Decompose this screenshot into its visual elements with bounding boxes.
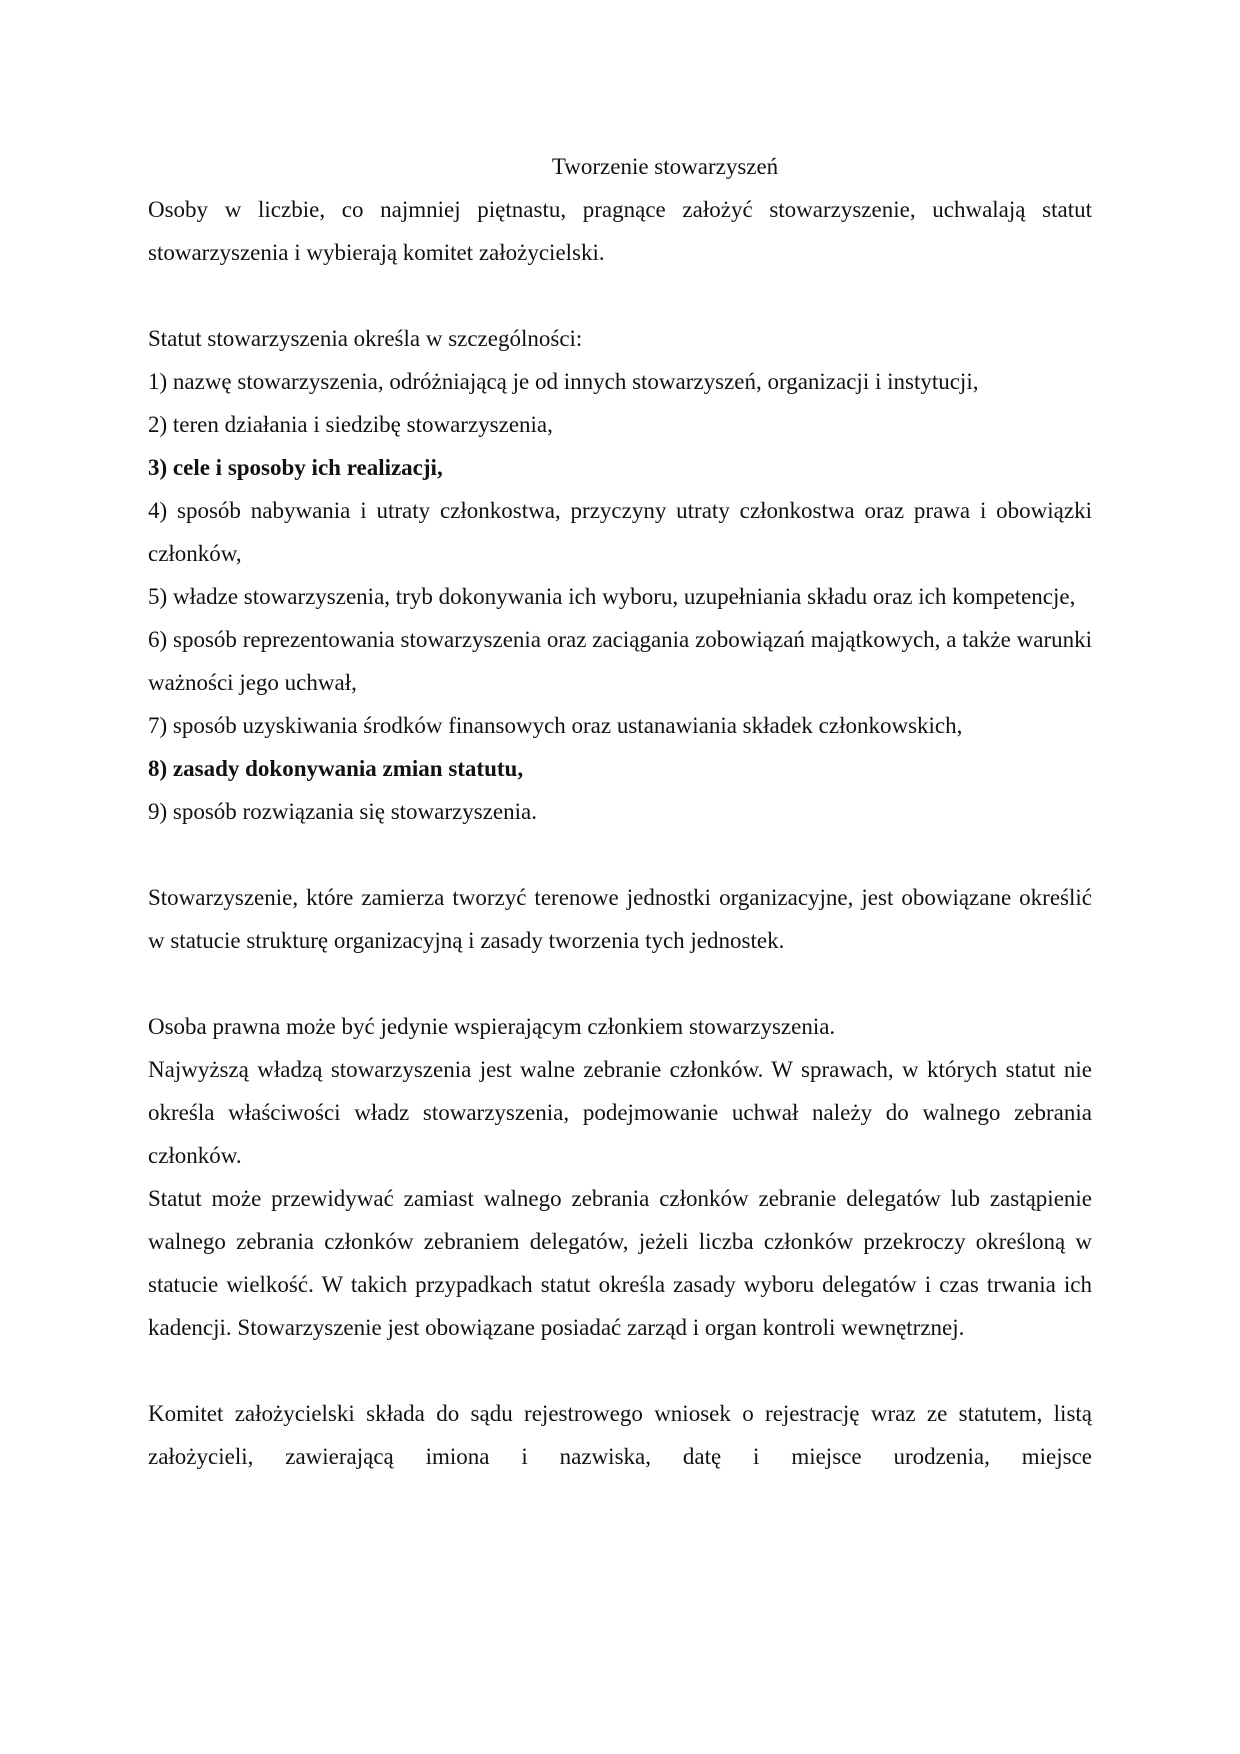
delegates-paragraph: Statut może przewidywać zamiast walnego zebrania członków zebranie delegatów lub zastąpienie walnego zebrania członków zebraniem delegatów, jeżeli liczba członków przekroczy określoną w statucie wielkość. W takich przypadkach statut określa zasady wyboru delegatów i czas trwania ich kadencji. Stowarzyszenie jest obowiązane posiadać zarząd i organ kontroli wewnętrznej.: [148, 1186, 1092, 1340]
statut-item: 2) teren działania i siedzibę stowarzyszenia,: [148, 412, 553, 437]
paragraph-gap: [148, 962, 1092, 1005]
legal-person-paragraph: Osoba prawna może być jedynie wspierającym członkiem stowarzyszenia.: [148, 1014, 836, 1039]
statut-item: 3) cele i sposoby ich realizacji,: [148, 455, 443, 480]
document-body: [148, 145, 1092, 1478]
statut-item: 8) zasady dokonywania zmian statutu,: [148, 756, 524, 781]
statut-items-list: [148, 360, 1092, 833]
statut-item: 5) władze stowarzyszenia, tryb dokonywania ich wyboru, uzupełniania składu oraz ich kompetencje,: [148, 584, 1076, 609]
statut-item: 9) sposób rozwiązania się stowarzyszenia.: [148, 799, 537, 824]
statut-item: 4) sposób nabywania i utraty członkostwa, przyczyny utraty członkostwa oraz prawa i obowiązki członków,: [148, 498, 1092, 566]
general-meeting-paragraph: Najwyższą władzą stowarzyszenia jest walne zebranie członków. W sprawach, w których statut nie określa właściwości władz stowarzyszenia, podejmowanie uchwał należy do walnego zebrania członków.: [148, 1057, 1092, 1168]
paragraph-gap: [148, 274, 1092, 317]
document-title: Tworzenie stowarzyszeń: [551, 154, 779, 179]
statut-item: 6) sposób reprezentowania stowarzyszenia oraz zaciągania zobowiązań majątkowych, a także warunki ważności jego uchwał,: [148, 627, 1092, 695]
paragraph-gap: [148, 1349, 1092, 1392]
committee-paragraph: Komitet założycielski składa do sądu rejestrowego wniosek o rejestrację wraz ze statutem, listą założycieli, zawierającą imiona i nazwiska, datę i miejsce urodzenia, miejsce: [148, 1401, 1092, 1469]
units-paragraph: Stowarzyszenie, które zamierza tworzyć terenowe jednostki organizacyjne, jest obowiązane określić w statucie strukturę organizacyjną i zasady tworzenia tych jednostek.: [148, 885, 1092, 953]
statut-heading: Statut stowarzyszenia określa w szczególności:: [148, 326, 583, 351]
intro-paragraph: Osoby w liczbie, co najmniej piętnastu, pragnące założyć stowarzyszenie, uchwalają statut stowarzyszenia i wybierają komitet założycielski.: [148, 197, 1092, 265]
paragraph-gap: [148, 833, 1092, 876]
statut-item: 7) sposób uzyskiwania środków finansowych oraz ustanawiania składek członkowskich,: [148, 713, 963, 738]
statut-item: 1) nazwę stowarzyszenia, odróżniającą je od innych stowarzyszeń, organizacji i instytucji,: [148, 369, 979, 394]
